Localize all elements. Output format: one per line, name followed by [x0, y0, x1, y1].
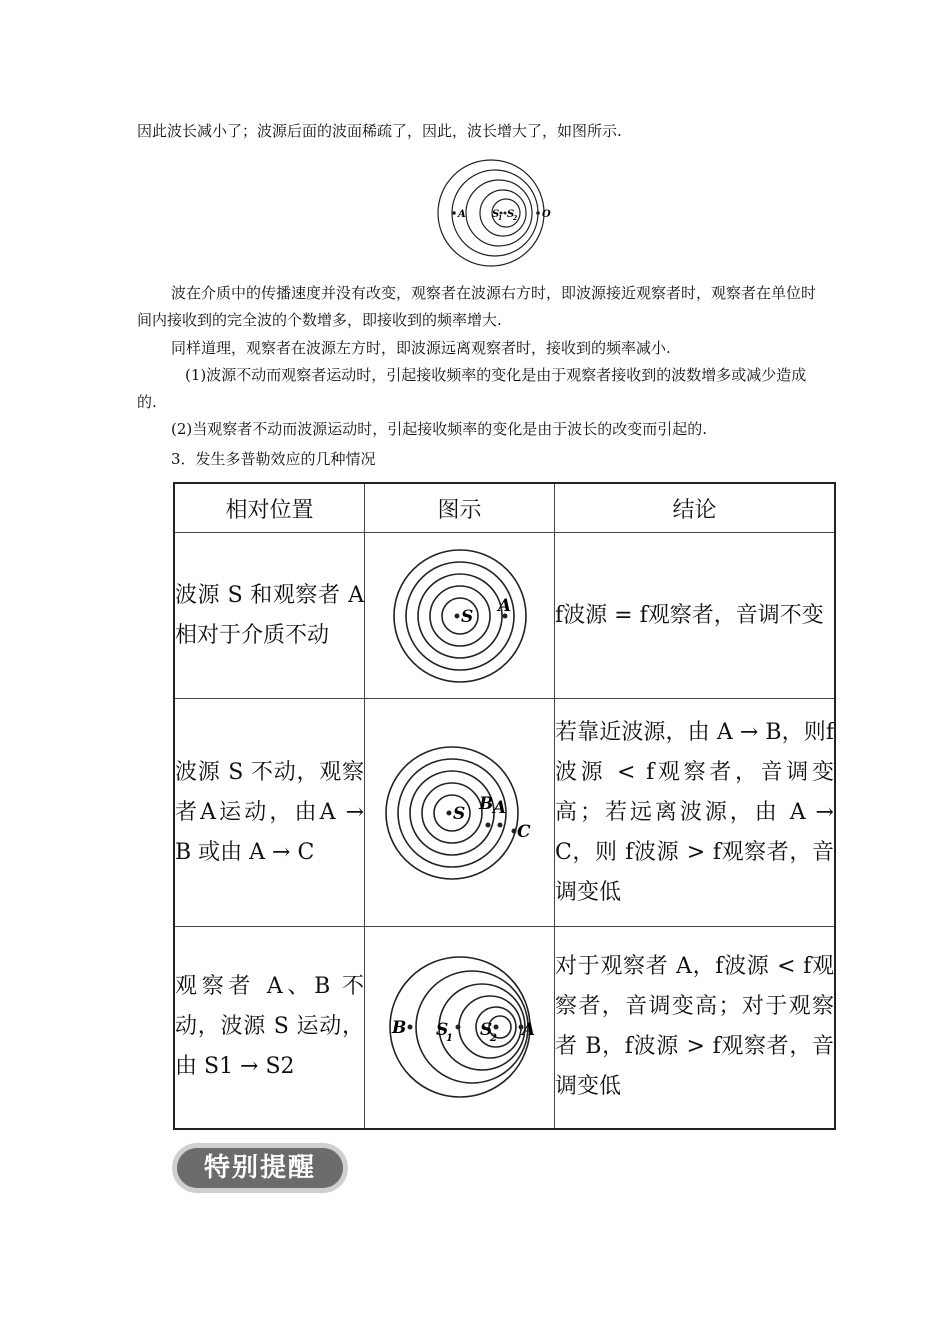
row3-position: 观察者 A、B 不动，波源 S 运动，由 S1 → S2: [174, 927, 365, 1129]
row1-diagram: [365, 533, 555, 699]
source-s-label: S: [460, 606, 473, 627]
special-tip-badge: 特别提醒: [172, 1143, 348, 1193]
position-b-label: B: [478, 793, 493, 814]
doppler-cases-table: [173, 482, 836, 1130]
observer-a-label: A: [492, 797, 506, 818]
moving-source-wavefront-figure: [425, 158, 557, 268]
source-s1-label: S: [492, 209, 500, 220]
section-heading-cases: 3．发生多普勒效应的几种情况: [171, 450, 376, 468]
row2-diagram: [365, 699, 555, 927]
row2-conclusion: 若靠近波源，由 A → B，则f波源 < f观察者，音调变高；若远离波源，由 A → C，则 f波源 > f观察者，音调变低: [555, 699, 836, 927]
svg-text:2: 2: [513, 215, 518, 222]
source-s1-label: S: [435, 1020, 448, 1041]
paragraph-intro: 因此波长减小了；波源后面的波面稀疏了，因此，波长增大了，如图所示.: [137, 122, 622, 140]
observer-o-label: O: [542, 209, 551, 220]
source-s-label: S: [452, 803, 465, 824]
paragraph-note-2: (2)当观察者不动而波源运动时，引起接收频率的变化是由于波长的改变而引起的.: [171, 420, 708, 438]
source-s2-label: S: [507, 209, 515, 220]
svg-text:1: 1: [445, 1033, 453, 1045]
row1-position: 波源 S 和观察者 A 相对于介质不动: [174, 533, 365, 699]
observer-a-label: A: [521, 1020, 535, 1041]
source-s2-label: S: [479, 1020, 492, 1041]
table-header-row: [174, 483, 835, 533]
table-row: [174, 927, 835, 1129]
svg-text:2: 2: [489, 1033, 497, 1045]
row2-position: 波源 S 不动，观察者A运动，由A → B 或由 A → C: [174, 699, 365, 927]
table-row: [174, 533, 835, 699]
header-position: 相对位置: [174, 483, 365, 533]
row3-diagram: [365, 927, 555, 1129]
paragraph-approach: 波在介质中的传播速度并没有改变，观察者在波源右方时，即波源接近观察者时，观察者在单位时间内接收到的完全波的个数增多，即接收到的频率增大.: [137, 284, 817, 329]
paragraph-note-1: (1)波源不动而观察者运动时，引起接收频率的变化是由于观察者接收到的波数增多或减少造成的.: [137, 366, 807, 411]
table-row: [174, 699, 835, 927]
position-c-label: C: [516, 821, 531, 842]
row3-conclusion: 对于观察者 A，f波源 < f观察者，音调变高；对于观察者 B，f波源 > f观察者，音调变低: [555, 927, 836, 1129]
header-diagram: 图示: [365, 483, 555, 533]
observer-b-label: B: [391, 1018, 406, 1039]
svg-text:1: 1: [498, 215, 503, 222]
header-conclusion: 结论: [555, 483, 836, 533]
paragraph-recede: 同样道理，观察者在波源左方时，即波源远离观察者时，接收到的频率减小.: [171, 339, 671, 357]
observer-a-label: A: [458, 209, 466, 220]
row1-conclusion: f波源 = f观察者，音调不变: [555, 533, 836, 699]
observer-a-label: A: [497, 595, 511, 616]
